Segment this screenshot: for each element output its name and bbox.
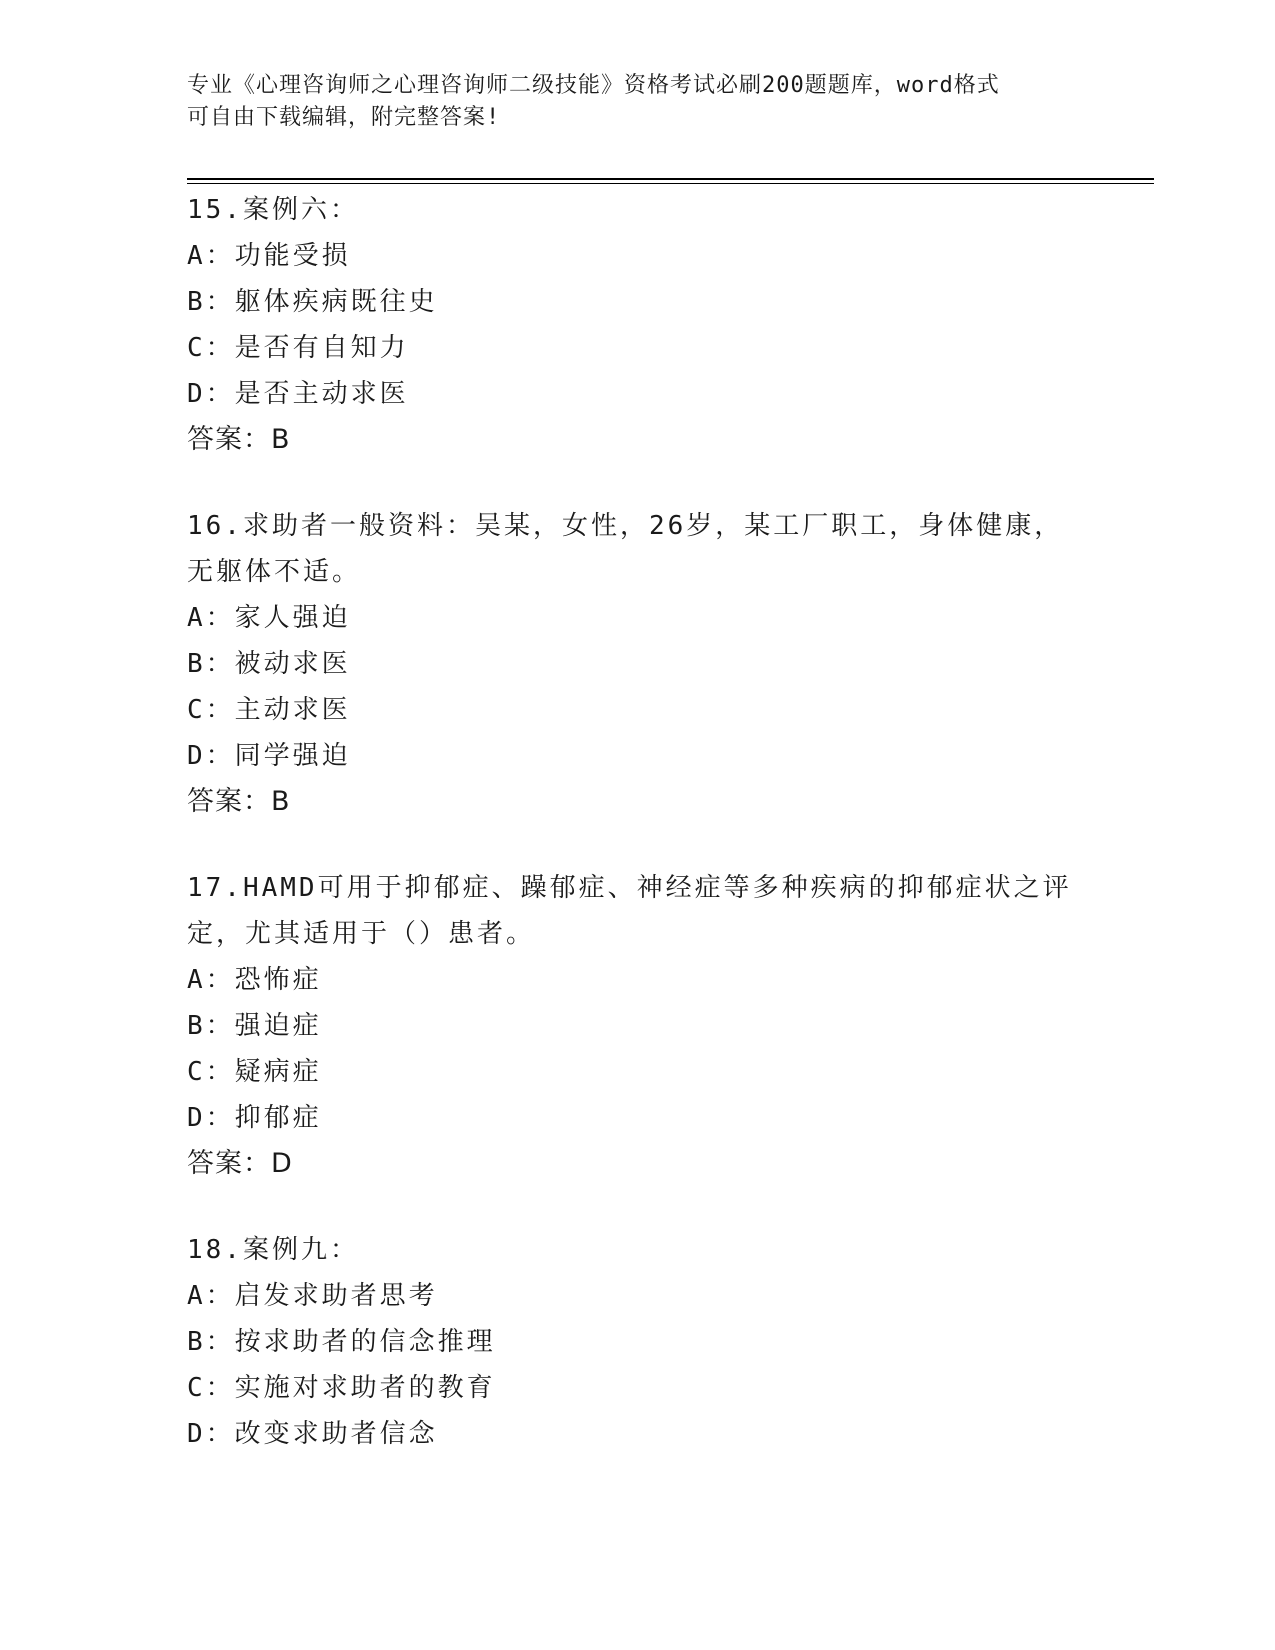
option-d: D：同学强迫 [187, 741, 351, 771]
question-stem: 18.案例九： [187, 1235, 359, 1265]
title-line-2: 可自由下载编辑，附完整答案! [187, 105, 501, 130]
option-a: A：恐怖症 [187, 965, 322, 995]
option-d: D：改变求助者信念 [187, 1419, 438, 1449]
option-c: C：实施对求助者的教育 [187, 1373, 496, 1403]
answer: 答案：B [187, 424, 291, 455]
answer: 答案：B [187, 786, 291, 817]
question-stem: 16.求助者一般资料：吴某，女性，26岁，某工厂职工，身体健康，无躯体不适。 [187, 511, 1064, 587]
answer: 答案：D [187, 1148, 293, 1179]
option-d: D：抑郁症 [187, 1103, 322, 1133]
question-15 [187, 187, 1087, 463]
question-17 [187, 865, 1087, 1187]
option-b: B：被动求医 [187, 649, 351, 679]
option-b: B：按求助者的信念推理 [187, 1327, 496, 1357]
option-c: C：是否有自知力 [187, 333, 409, 363]
question-stem: 17.HAMD可用于抑郁症、躁郁症、神经症等多种疾病的抑郁症状之评定，尤其适用于（）患者。 [187, 873, 1072, 949]
option-a: A：功能受损 [187, 241, 351, 271]
question-stem: 15.案例六： [187, 195, 359, 225]
question-18 [187, 1227, 1087, 1457]
document-title [187, 70, 1067, 134]
option-a: A：启发求助者思考 [187, 1281, 438, 1311]
option-c: C：主动求医 [187, 695, 351, 725]
option-a: A：家人强迫 [187, 603, 351, 633]
question-list [187, 187, 1087, 1497]
option-c: C：疑病症 [187, 1057, 322, 1087]
option-b: B：躯体疾病既往史 [187, 287, 438, 317]
option-d: D：是否主动求医 [187, 379, 409, 409]
header-divider-thin [187, 183, 1154, 184]
document-header [187, 70, 1187, 134]
header-divider-thick [187, 178, 1154, 180]
option-b: B：强迫症 [187, 1011, 322, 1041]
title-line-1: 专业《心理咨询师之心理咨询师二级技能》资格考试必刷200题题库，word格式 [187, 73, 1000, 98]
question-16 [187, 503, 1087, 825]
